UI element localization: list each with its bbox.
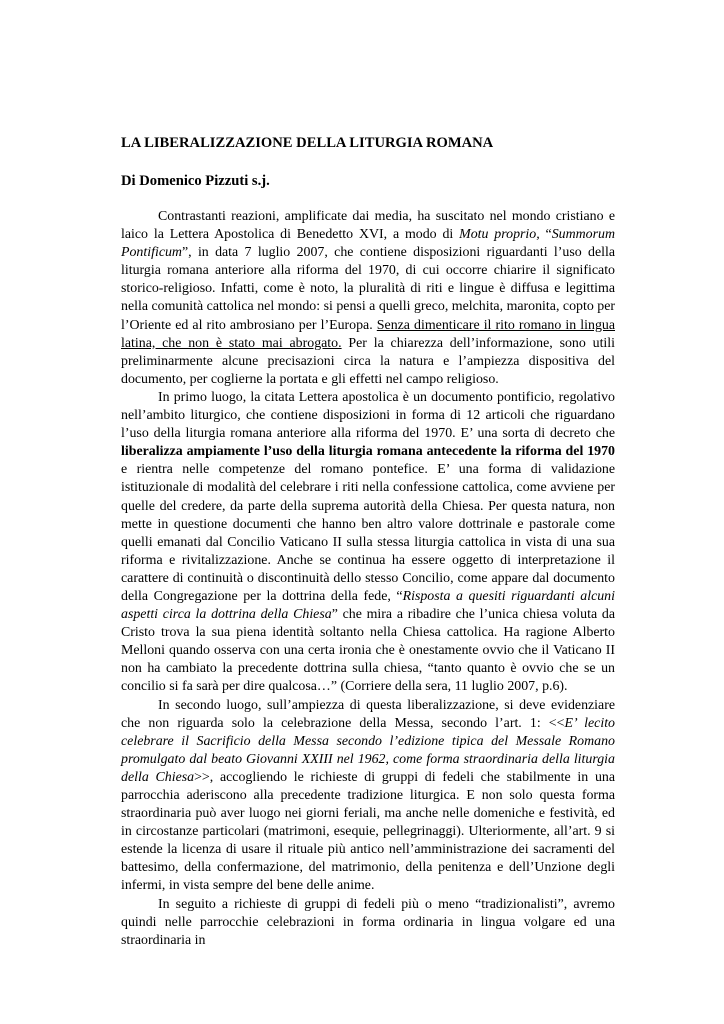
paragraph-2: In primo luogo, la citata Lettera apostolica è un documento pontificio, regolativo nell’ambito liturgico, che contiene disposizioni in forma di 12 articoli che riguardano l’uso della liturgia romana anteriore alla riforma del 1970. E’ una sorta di decreto che liberalizza ampiamente l’uso della liturgia romana antecedente la riforma del 1970 e rientra nelle competenze del romano pontefice. E’ una forma di validazione istituzionale di modalità del celebrare i riti nella confessione cattolica, come avviene per quelle del credere, da parte della suprema autorità della Chiesa. Per questa natura, non mette in questione documenti che hanno ben altro valore dottrinale e pastorale come quelli emanati dal Concilio Vaticano II sulla stessa liturgia cattolica in vista di una sua riforma e rivitalizzazione. Anche se continua ha essere oggetto di interpretazione il carattere di continuità o discontinuità dello stesso Concilio, come appare dal documento della Congregazione per la dottrina della fede, “Risposta a quesiti riguardanti alcuni aspetti circa la dottrina della Chiesa” che mira a ribadire che l’unica chiesa voluta da Cristo trova la sua piena identità soltanto nella Chiesa cattolica. Ha ragione Alberto Melloni quando osserva con una certa ironia che è onestamente ovvio che il Vaticano II non ha cambiato la precedente dottrina sulla chiesa, “tanto quanto è ovvio che se un concilio si fa sarà per dire qualcosa…” (Corriere della sera, 11 luglio 2007, p.6). [121,389,615,695]
paragraph-4: In seguito a richieste di gruppi di fedeli più o meno “tradizionalisti”, avremo quindi nelle parrocchie celebrazioni in forma ordinaria in lingua volgare ed una straordinaria in [121,896,615,948]
bold-phrase: liberalizza ampiamente l’uso della liturgia romana antecedente la riforma del 1970 [121,444,615,460]
document-title: LA LIBERALIZZAZIONE DELLA LITURGIA ROMANA [121,135,494,151]
article-body [121,208,615,950]
quoted-article: E’ lecito celebrare il Sacrificio della Messa secondo l’edizione tipica del Messale Romano promulgato dal beato Giovanni XXIII nel 1962, come forma straordinaria della liturgia della Chiesa [121,715,615,785]
underlined-sentence: Senza dimenticare il rito romano in lingua latina, che non è stato mai abrogato. [121,317,616,351]
author-line: Di Domenico Pizzuti s.j. [121,173,270,189]
paragraph-3: In secondo luogo, sull’ampiezza di questa liberalizzazione, si deve evidenziare che non riguarda solo la celebrazione della Messa, secondo l’art. 1: <<E’ lecito celebrare il Sacrificio della Messa secondo l’edizione tipica del Messale Romano promulgato dal beato Giovanni XXIII nel 1962, come forma straordinaria della liturgia della Chiesa>>, accogliendo le richieste di gruppi di fedeli che stabilmente in una parrocchia aderiscono alla precedente tradizione liturgica. E non solo questa forma straordinaria può aver luogo nei giorni feriali, ma anche nelle domeniche e festività, ed in circostanze particolari (matrimoni, esequie, pellegrinaggi). Ulteriormente, all’art. 9 si estende la licenza di usare il rituale più antico nell’amministrazione dei sacramenti del battesimo, della confermazione, del matrimonio, della penitenza e dell’Unzione degli infermi, in vista sempre del bene delle anime. [121,697,616,894]
paragraph-1: Contrastanti reazioni, amplificate dai media, ha suscitato nel mondo cristiano e laico la Lettera Apostolica di Benedetto XVI, a modo di Motu proprio, “Summorum Pontificum”, in data 7 luglio 2007, che contiene disposizioni riguardanti l’uso della liturgia romana anteriore alla riforma del 1970, di cui occorre chiarire il significato storico-religioso. Infatti, come è noto, la pluralità di riti e lingue è diffusa e legittima nella comunità cattolica nel mondo: si pensi a quelli greco, melchita, maronita, copto per l’Oriente ed al rito ambrosiano per l’Europa. Senza dimenticare il rito romano in lingua latina, che non è stato mai abrogato. Per la chiarezza dell’informazione, sono utili preliminarmente alcune precisazioni circa la natura e l’ampiezza dispositiva del documento, per coglierne la portata e gli effetti nel campo religioso. [121,209,616,387]
